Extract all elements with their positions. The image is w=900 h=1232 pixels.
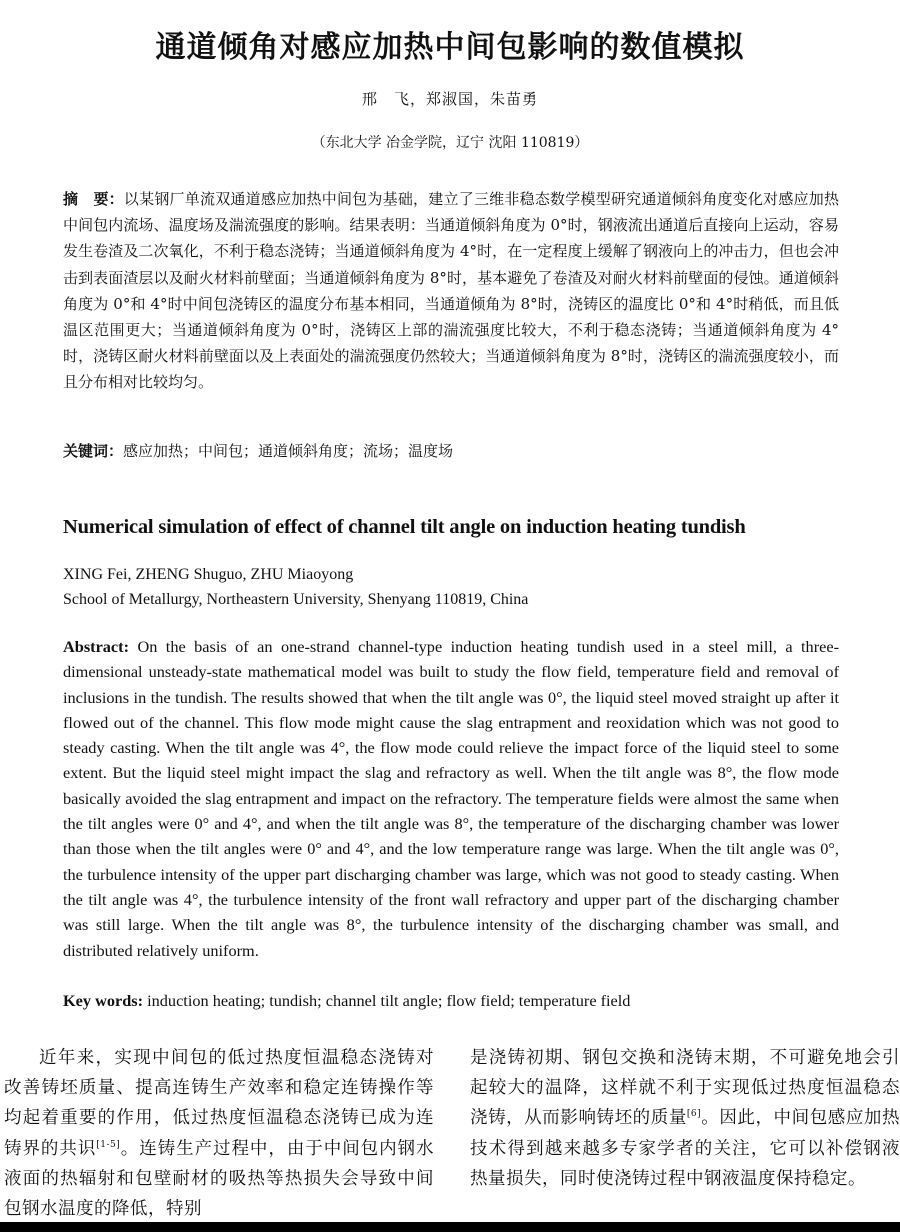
affiliation-chinese: （东北大学 冶金学院，辽宁 沈阳 110819） — [311, 135, 589, 151]
body-left-text-2: 。连铸生产过程中，由于中间包内钢水液面的热辐射和包壁耐材的吸热等热损失会导致中间包钢水温度的降低，特别 — [4, 1138, 435, 1220]
affiliation-english: School of Metallurgy, Northeastern University, Shenyang 110819, China — [63, 591, 529, 608]
body-column-right — [470, 1043, 900, 1194]
abstract-chinese — [63, 186, 839, 396]
authors-chinese: 邢 飞，郑淑国，朱苗勇 — [361, 90, 538, 108]
body-column-left — [4, 1043, 434, 1224]
paper-title-english: Numerical simulation of effect of channel tilt angle on induction heating tundish — [63, 516, 746, 538]
citation-ref[interactable]: [6] — [686, 1109, 702, 1120]
abstract-chinese-label: 摘 要： — [63, 190, 124, 208]
abstract-chinese-text: 以某钢厂单流双通道感应加热中间包为基础，建立了三维非稳态数学模型研究通道倾斜角度变化对感应加热中间包内流场、温度场及湍流强度的影响。结果表明：当通道倾斜角度为 0°时，钢液流出通道后直接向上运动，容易发生卷渣及二次氧化，不利于稳态浇铸；当通道倾斜角度为 4°时，在一定程度上缓解了钢液向上的冲击力，但也会冲击到表面渣层以及耐火材料前壁面；当通道倾斜角度为 8°时，基本避免了卷渣及对耐火材料前壁面的侵蚀。通道倾斜角度为 0°和 4°时中间包浇铸区的温度分布基本相同，当通道倾角为 8°时，浇铸区的温度比 0°和 4°时稍低，而且低温区范围更大；当通道倾斜角度为 0°时，浇铸区上部的湍流强度比较大，不利于稳态浇铸；当通道倾斜角度为 4°时，浇铸区耐火材料前壁面以及上表面处的湍流强度仍然较大；当通道倾斜角度为 8°时，浇铸区的湍流强度较小，而且分布相对比较均匀。 — [63, 190, 839, 392]
abstract-english — [63, 634, 839, 963]
keywords-english — [63, 988, 839, 1013]
keywords-english-text: induction heating; tundish; channel tilt angle; flow field; temperature field — [147, 991, 631, 1010]
keywords-chinese — [63, 438, 839, 464]
abstract-english-label: Abstract: — [63, 637, 130, 656]
keywords-english-label: Key words: — [63, 991, 144, 1010]
keywords-chinese-text: 感应加热；中间包；通道倾斜角度；流场；温度场 — [123, 442, 454, 460]
body-right-text-2: 。因此，中间包感应加热技术得到越来越多专家学者的关注，它可以补偿钢液热量损失，同时使浇铸过程中钢液温度保持稳定。 — [470, 1108, 900, 1189]
keywords-chinese-label: 关键词： — [63, 442, 124, 460]
authors-english: XING Fei, ZHENG Shuguo, ZHU Miaoyong — [63, 566, 354, 583]
body-left-text-1: 近年来，实现中间包的低过热度恒温稳态浇铸对改善铸坯质量、提高连铸生产效率和稳定连铸操作等均起着重要的作用，低过热度恒温稳态浇铸已成为连铸界的共识 — [4, 1048, 434, 1159]
body-right-text-1: 是浇铸初期、钢包交换和浇铸末期，不可避免地会引起较大的温降，这样就不利于实现低过热度恒温稳态浇铸，从而影响铸坯的质量 — [470, 1048, 900, 1129]
page-bottom-border — [0, 1222, 900, 1232]
citation-ref[interactable]: [1-5] — [96, 1139, 121, 1150]
abstract-english-text: On the basis of an one-strand channel-type induction heating tundish used in a steel mill, a three-dimensional unsteady-state mathematical model was built to study the flow field, temperature field and removal of inclusions in the tundish. The results showed that when the tilt angle was 0°, the liquid steel moved straight up after it flowed out of the channel. This flow mode might cause the slag entrapment and reoxidation which was not good to steady casting. When the tilt angle was 4°, the flow mode could relieve the impact force of the liquid steel to some extent. But the liquid steel might impact the slag and refractory as well. When the tilt angle was 8°, the flow mode basically avoided the slag entrapment and impact on the refractory. The temperature fields were almost the same when the tilt angles were 0° and 4°, and when the tilt angle was 8°, the temperature of the discharging chamber was lower than those when the tilt angles were 0° and 4°, and the low temperature range was large. When the tilt angle was 0°, the turbulence intensity of the upper part discharging chamber was large, which was not good to steady casting. When the tilt angle was 4°, the turbulence intensity of the front wall refractory and upper part of the discharging chamber was still large. When the tilt angle was 8°, the turbulence intensity of the discharging chamber was small, and distributed relatively uniform. — [63, 637, 839, 960]
paper-title-chinese: 通道倾角对感应加热中间包影响的数值模拟 — [155, 30, 745, 66]
